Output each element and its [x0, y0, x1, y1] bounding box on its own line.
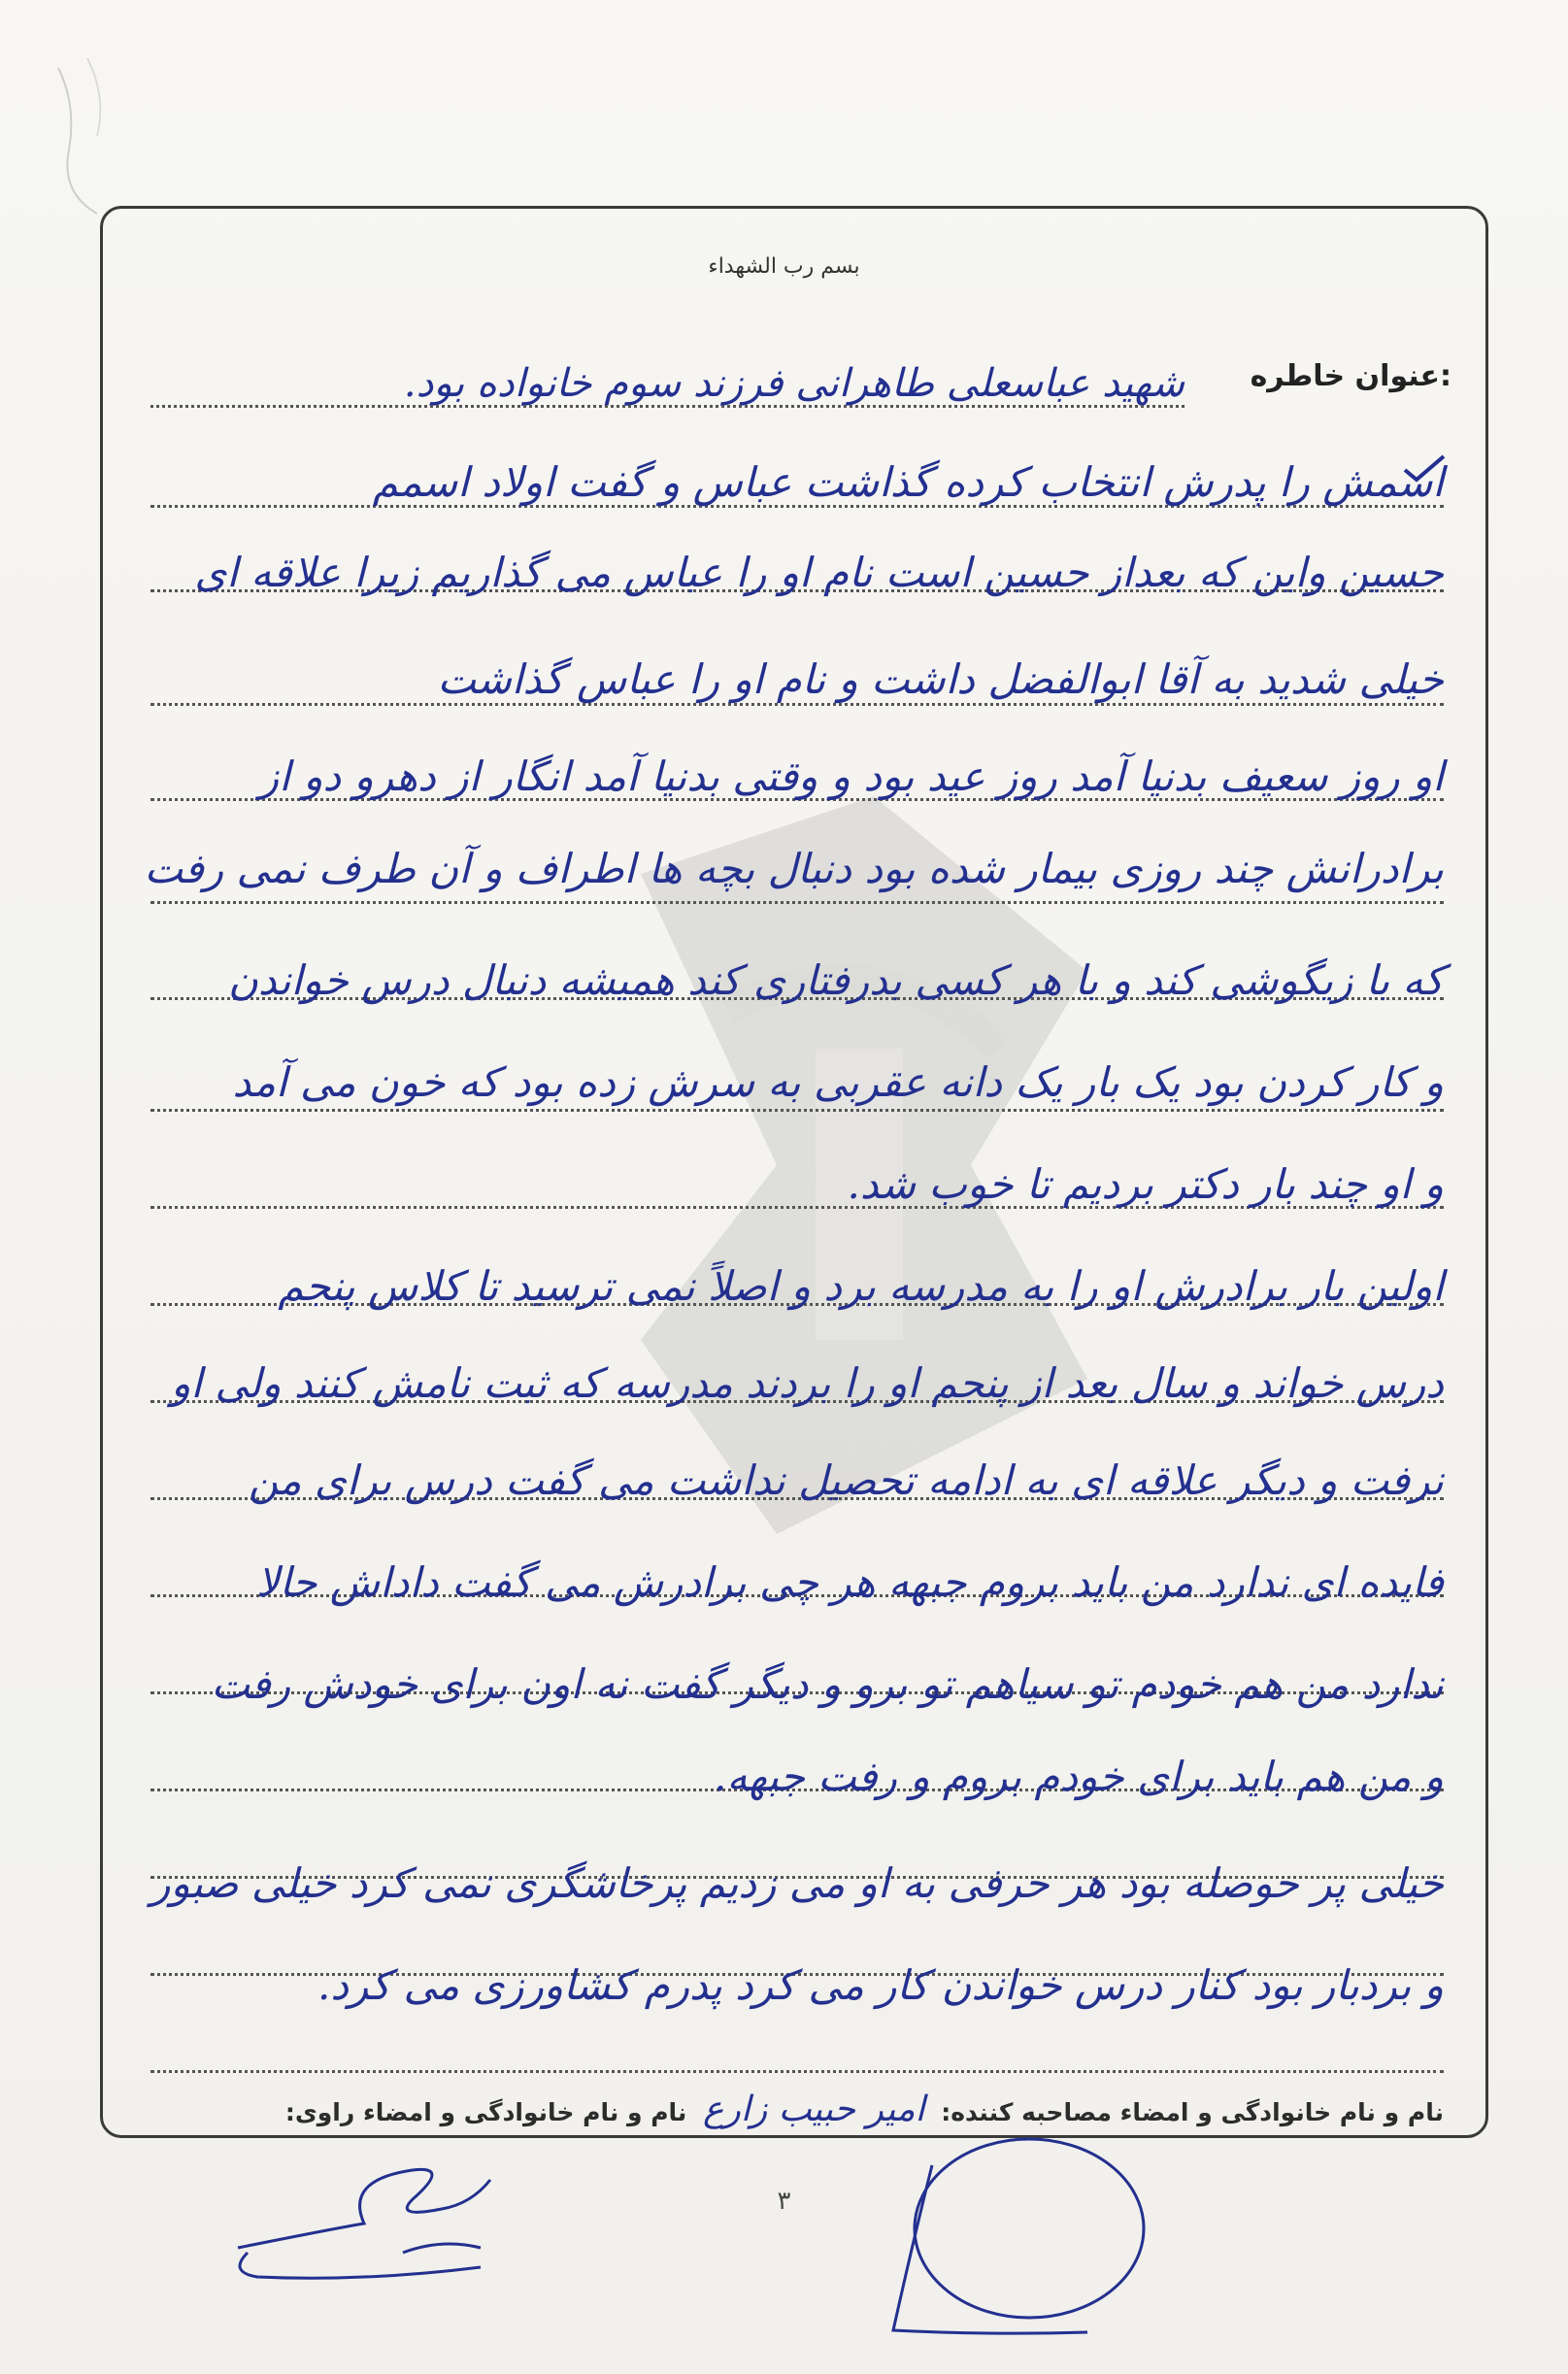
interviewer-signature	[874, 2126, 1151, 2345]
memoir-line: نرفت و دیگر علاقه ای به ادامه تحصیل نداشت می گفت درس برای من	[249, 1456, 1444, 1504]
narrator-signature	[218, 2141, 500, 2291]
memoir-line: برادرانش چند روزی بیمار شده بود دنبال بچه ها اطراف و آن طرف نمی رفت	[144, 845, 1444, 892]
memoir-line: خیلی شدید به آقا ابوالفضل داشت و نام او را عباس گذاشت	[437, 655, 1444, 703]
page-header-title: بسم رب الشهداء	[708, 254, 860, 279]
memoir-line: فایده ای ندارد من باید بروم جبهه هر چی برادرش می گفت داداش حالا	[255, 1558, 1444, 1606]
memoir-line: و کار کردن بود یک بار یک دانه عقربی به سرش زده بود که خون می آمد	[232, 1058, 1444, 1106]
signature-labels-row	[124, 2090, 1444, 2129]
memoir-line: ندارد من هم خودم تو سیاهم تو برو و دیگر گفت نه اون برای خودش رفت	[211, 1660, 1444, 1708]
ruled-line	[150, 354, 1184, 408]
memoir-line: که با زیگوشی کند و با هر کسی بدرفتاری کند همیشه دنبال درس خواندن	[228, 956, 1444, 1004]
ruled-line	[150, 2020, 1444, 2073]
memoir-line: خیلی پر حوصله بود هر حرفی به او می زدیم پرخاشگری نمی کرد خیلی صبور	[150, 1859, 1444, 1907]
edge-pencil-marks	[39, 49, 155, 223]
memoir-line: او روز سعیف بدنیا آمد روز عید بود و وقتی بدنیا آمد انگار از دهرو دو از	[258, 752, 1444, 800]
memoir-line: اولین بار برادرش او را به مدرسه برد و اصلاً نمی ترسید تا کلاس پنجم	[278, 1262, 1444, 1310]
memoir-line: اسمش را پدرش انتخاب کرده گذاشت عباس و گفت اولاد اسمم	[372, 458, 1444, 506]
memoir-line: و من هم باید برای خودم بروم و رفت جبهه.	[714, 1753, 1444, 1800]
interviewer-name: امیر حبیب زارع	[703, 2090, 925, 2129]
memoir-line: و بردبار بود کنار درس خواندن کار می کرد پدرم کشاورزی می کرد.	[317, 1961, 1444, 2009]
memoir-line: و او چند بار دکتر بردیم تا خوب شد.	[847, 1160, 1444, 1208]
memoir-line: درس خواند و سال بعد از پنجم او را بردند مدرسه که ثبت نامش کنند ولی او	[171, 1359, 1444, 1407]
narrator-label: نام و نام خانوادگی و امضاء راوی:	[284, 2098, 687, 2126]
memoir-subject-label: عنوان خاطره:	[1250, 359, 1451, 393]
interviewer-label: نام و نام خانوادگی و امضاء مصاحبه کننده:	[941, 2098, 1444, 2126]
memoir-subject-value: شهید عباسعلی طاهرانی فرزند سوم خانواده بود.	[403, 361, 1184, 406]
page-number: ۳	[777, 2187, 791, 2216]
memoir-line: حسین واین که بعداز حسین است نام او را عباس می گذاریم زیرا علاقه ای	[194, 549, 1444, 596]
